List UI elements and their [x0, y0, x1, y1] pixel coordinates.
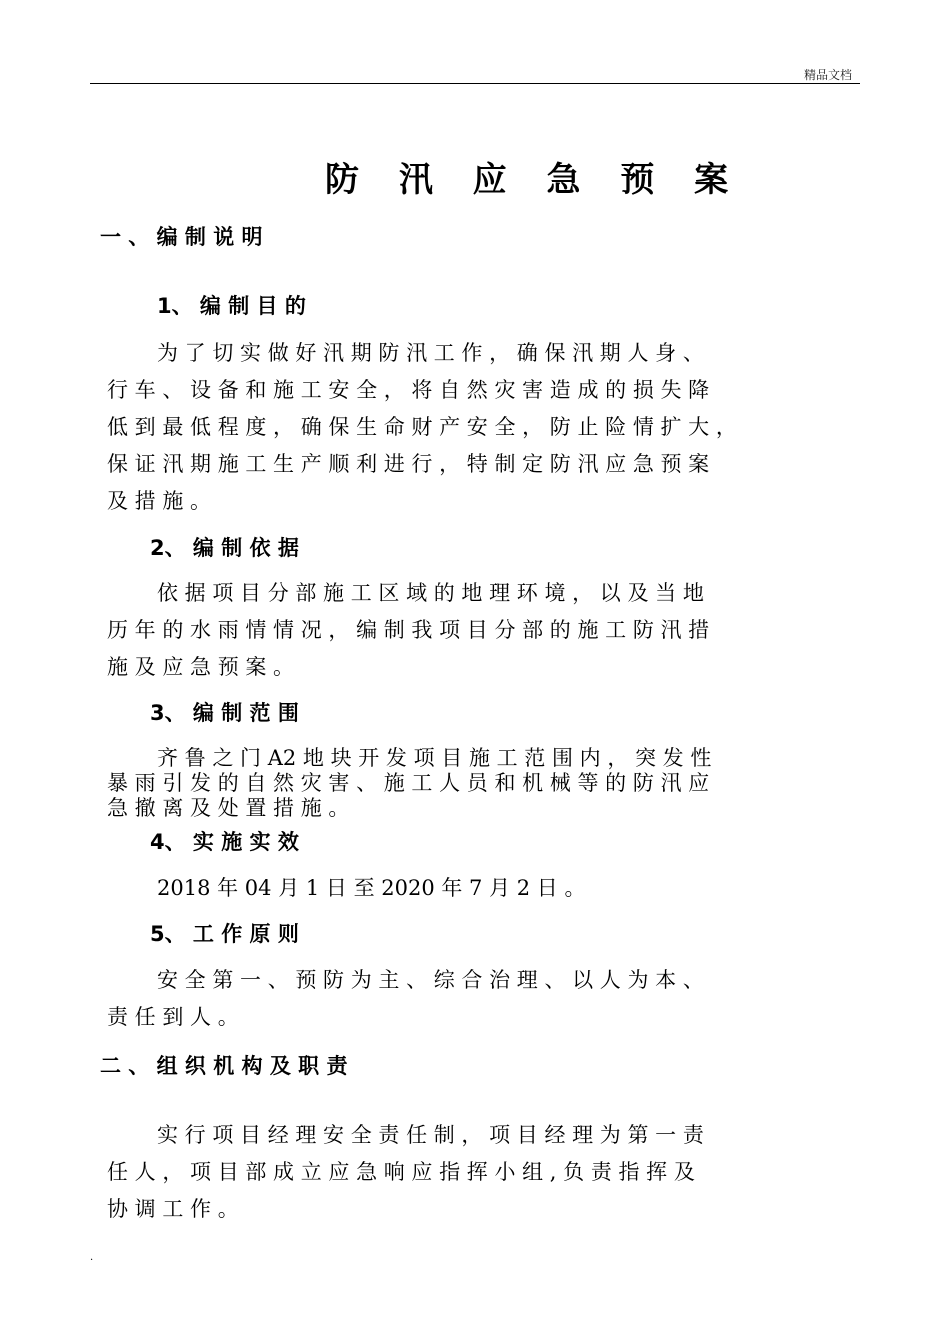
- paragraph-line: 保 证 汛 期 施 工 生 产 顺 利 进 行 ， 特 制 定 防 汛 应 急 预 案: [107, 452, 710, 476]
- paragraph-line: 2018 年 04 月 1 日 至 2020 年 7 月 2 日 。: [157, 876, 586, 900]
- section-2-heading: 二 、 组 织 机 构 及 职 责: [100, 1054, 348, 1078]
- subsection-3-heading: 3、 编 制 范 围: [150, 701, 299, 725]
- paragraph-line: 实 行 项 目 经 理 安 全 责 任 制 ， 项 目 经 理 为 第 一 责: [157, 1123, 704, 1147]
- subsection-5-heading: 5、 工 作 原 则: [150, 922, 299, 946]
- paragraph-line: 施 及 应 急 预 案 。: [107, 655, 295, 679]
- paragraph-line: 依 据 项 目 分 部 施 工 区 域 的 地 理 环 境 ， 以 及 当 地: [157, 581, 704, 605]
- subsection-2-heading: 2、 编 制 依 据: [150, 536, 299, 560]
- paragraph-line: 齐 鲁 之 门 A2 地 块 开 发 项 目 施 工 范 围 内 ， 突 发 性: [157, 746, 712, 770]
- subsection-1-heading: 1、 编 制 目 的: [157, 294, 306, 318]
- section-1-heading: 一 、 编 制 说 明: [100, 225, 263, 249]
- paragraph-line: 历 年 的 水 雨 情 情 况 ， 编 制 我 项 目 分 部 的 施 工 防 汛 措: [107, 618, 710, 642]
- footer-mark: .: [90, 1252, 94, 1263]
- paragraph-line: 行 车 、 设 备 和 施 工 安 全 ， 将 自 然 灾 害 造 成 的 损 失 降: [107, 378, 710, 402]
- header-divider: [90, 83, 860, 84]
- paragraph-line: 暴 雨 引 发 的 自 然 灾 害 、 施 工 人 员 和 机 械 等 的 防 汛 应: [107, 771, 710, 795]
- paragraph-line: 协 调 工 作 。: [107, 1197, 239, 1221]
- page-header-label: 精品文档: [804, 68, 853, 82]
- paragraph-line: 为 了 切 实 做 好 汛 期 防 汛 工 作 ， 确 保 汛 期 人 身 、: [157, 341, 704, 365]
- paragraph-line: 急 撤 离 及 处 置 措 施 。: [107, 796, 350, 820]
- paragraph-line: 责 任 到 人 。: [107, 1005, 239, 1029]
- paragraph-line: 低 到 最 低 程 度 ， 确 保 生 命 财 产 安 全 ， 防 止 险 情 扩 大 ，: [107, 415, 737, 439]
- paragraph-line: 安 全 第 一 、 预 防 为 主 、 综 合 治 理 、 以 人 为 本 、: [157, 968, 704, 992]
- paragraph-line: 及 措 施 。: [107, 489, 212, 513]
- document-title: 防 汛 应 急 预 案: [325, 160, 743, 200]
- subsection-4-heading: 4、 实 施 实 效: [150, 830, 299, 854]
- paragraph-line: 任 人 ， 项 目 部 成 立 应 急 响 应 指 挥 小 组 , 负 责 指 挥 及: [107, 1160, 695, 1184]
